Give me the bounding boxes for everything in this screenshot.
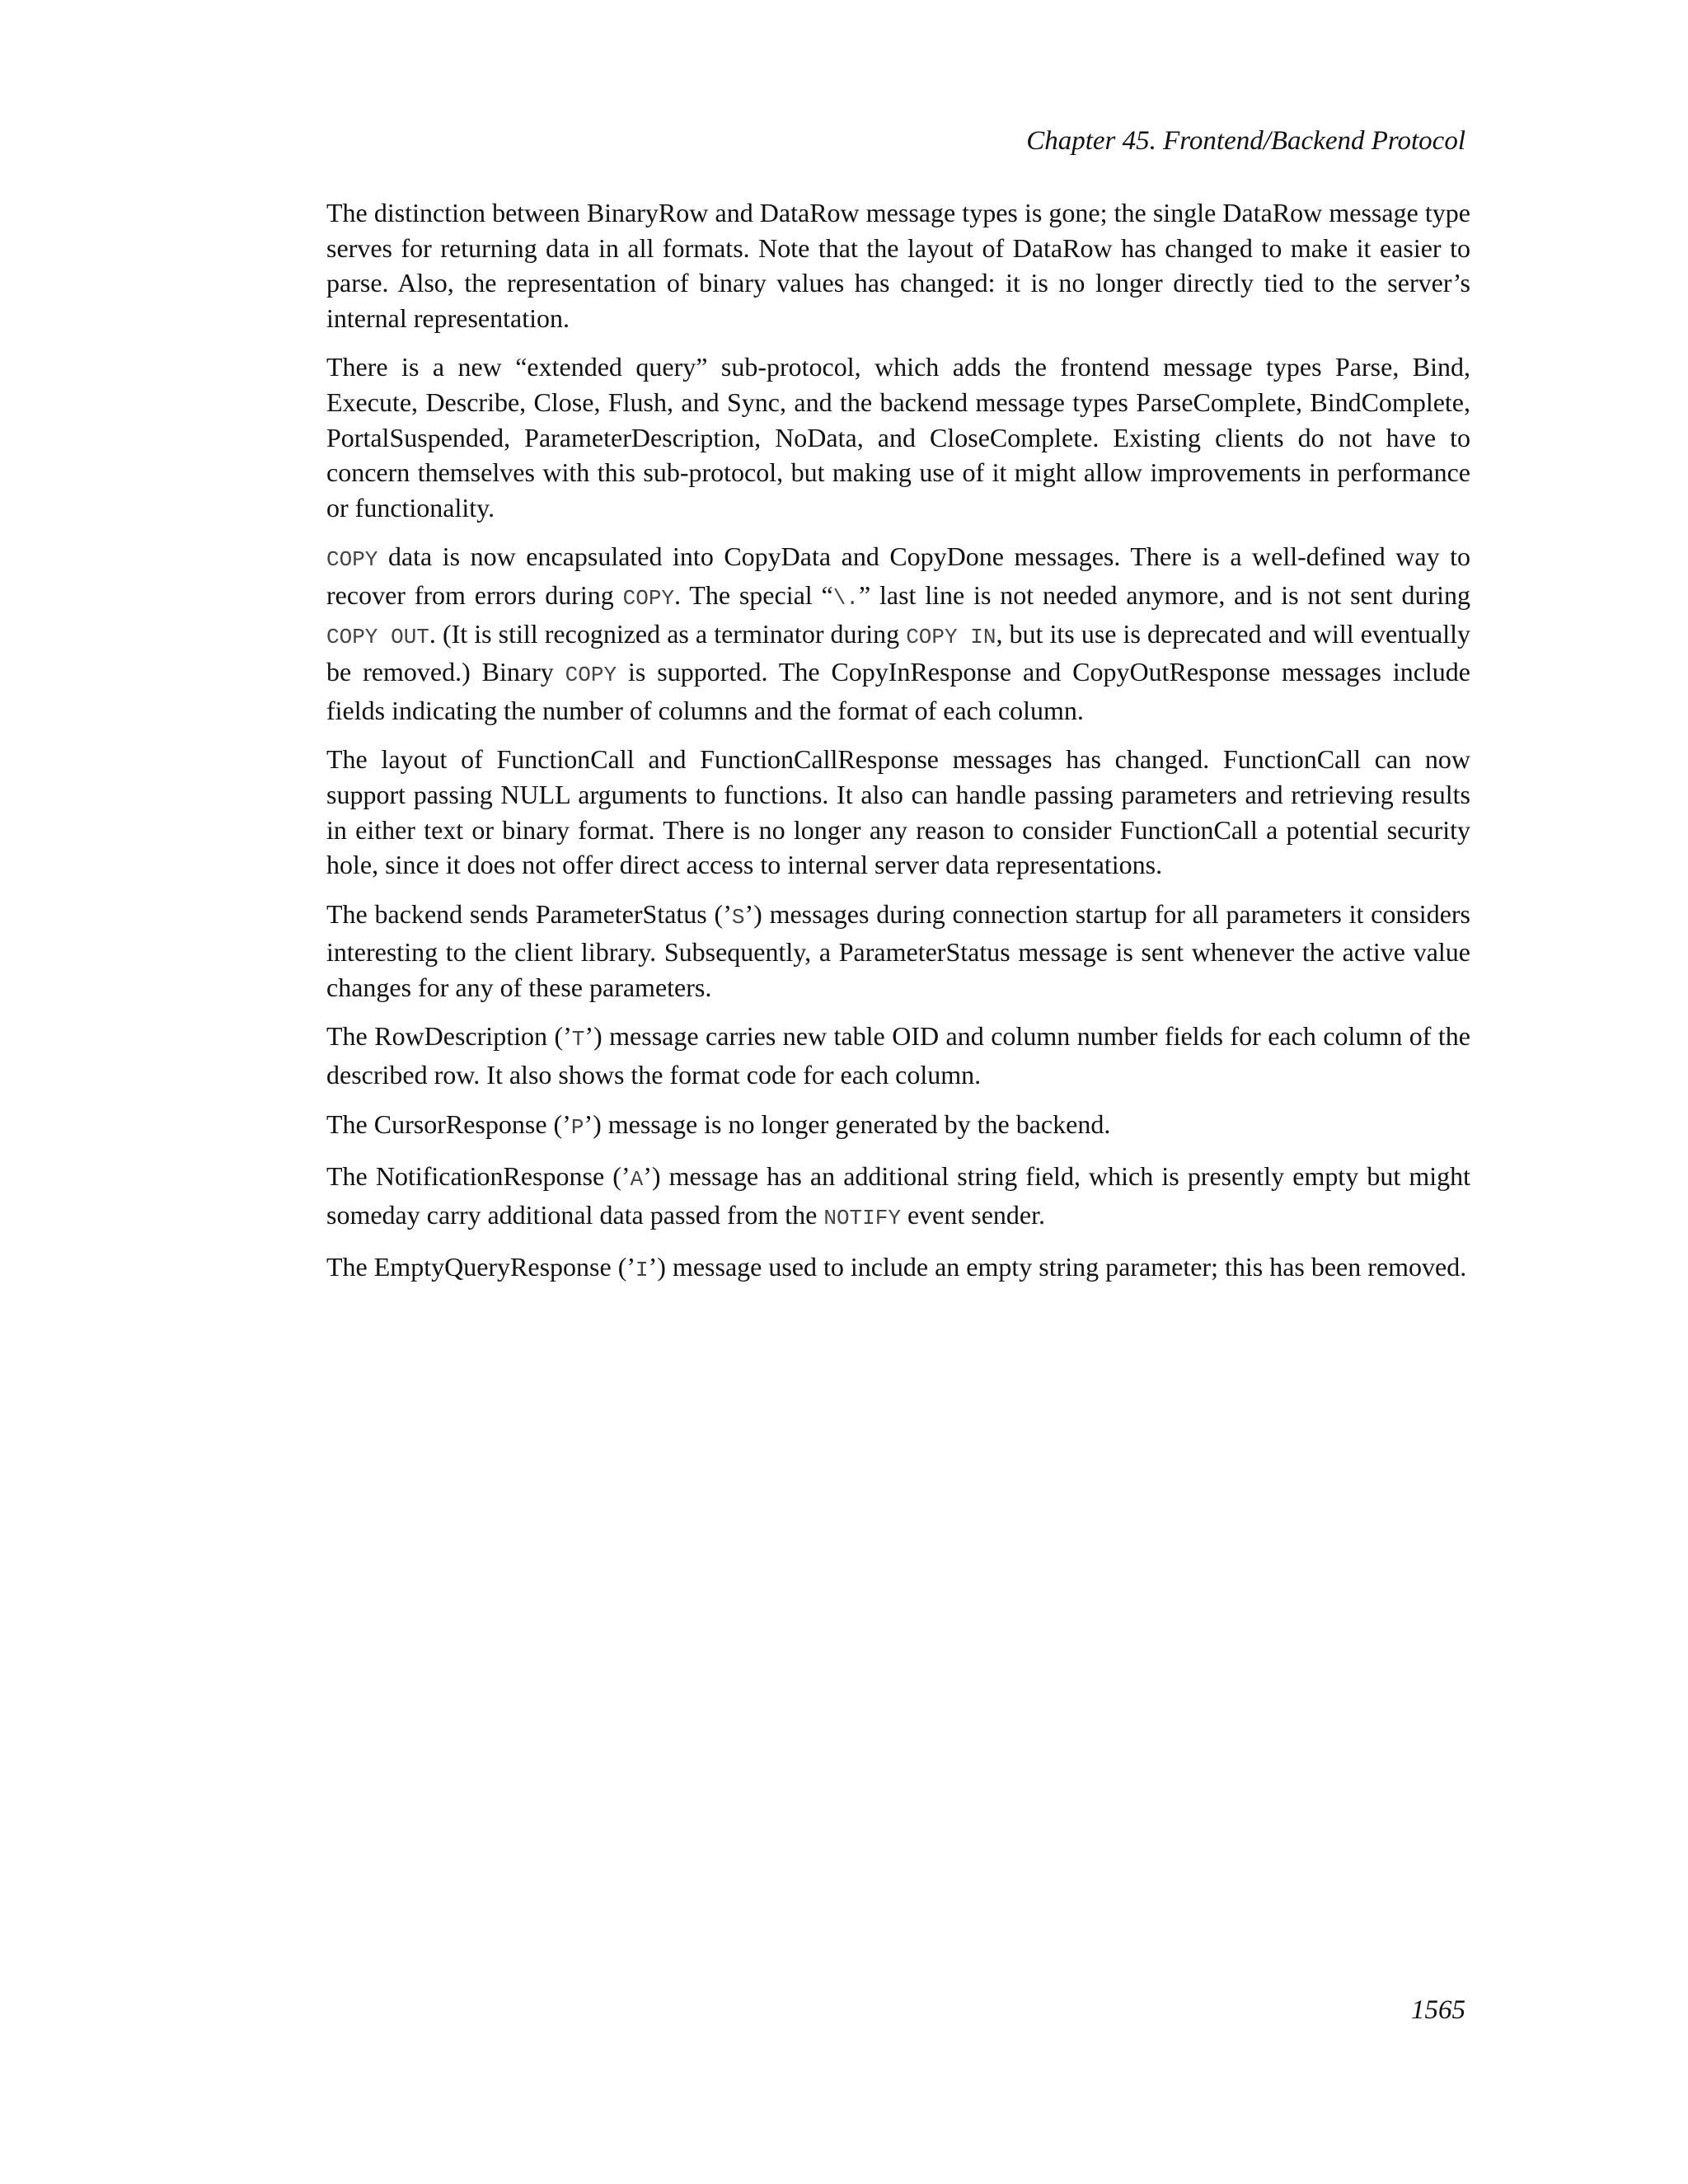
text-run: ” last line is not needed anymore, and is not sent during xyxy=(858,579,1471,610)
text-run: ’) message used to include an empty string parameter; this has been removed. xyxy=(648,1252,1467,1282)
code-literal: I xyxy=(635,1258,649,1283)
code-literal: COPY xyxy=(565,663,617,688)
paragraph-9 xyxy=(326,1249,1470,1288)
text-run: The backend sends ParameterStatus (’ xyxy=(326,898,732,929)
code-literal: \. xyxy=(832,585,859,611)
text-run: . (It is still recognized as a terminator during xyxy=(429,618,907,649)
text-run: The CursorResponse (’ xyxy=(326,1108,571,1139)
text-run: The distinction between BinaryRow and DataRow message types is gone; the single DataRow message type serves for returning data in all formats. Note that the layout of DataRow has changed to make it easier to parse. Also, the representation of binary values has changed: it is no longer directly tied to the server’s internal representation. xyxy=(326,198,1470,333)
text-run: The NotificationResponse (’ xyxy=(326,1161,631,1192)
text-run: The layout of FunctionCall and FunctionCallResponse messages has changed. FunctionCall can now support passing NULL arguments to functions. It also can handle passing parameters and retrieving results in either text or binary format. There is no longer any reason to consider FunctionCall a potential security hole, since it does not offer direct access to internal server data representations. xyxy=(326,744,1470,880)
code-literal: NOTIFY xyxy=(823,1205,901,1230)
code-literal: COPY IN xyxy=(906,624,996,649)
page-number: 1565 xyxy=(1411,1995,1465,2025)
text-run: . The special “ xyxy=(674,579,833,610)
paragraph-8 xyxy=(326,1159,1470,1235)
text-run: , but its use is deprecated and will eventually be removed.) Binary xyxy=(326,618,1471,687)
text-run: ’) message has an additional string field, which is presently empty but might someday carry additional data passed from the xyxy=(326,1161,1471,1230)
text-run: is supported. The CopyInResponse and CopyOutResponse messages include fields indicating the number of columns and the format of each column. xyxy=(326,657,1471,725)
paragraph-4 xyxy=(326,742,1470,882)
paragraph-1 xyxy=(326,195,1470,335)
paragraph-2 xyxy=(326,349,1470,525)
paragraph-7 xyxy=(326,1107,1470,1146)
paragraph-5 xyxy=(326,897,1470,1005)
paragraph-6 xyxy=(326,1019,1470,1092)
code-literal: T xyxy=(571,1027,585,1052)
text-run: ’) messages during connection startup for all parameters it considers interesting to the client library. Subsequently, a ParameterStatus message is sent whenever the active value changes for any of these parameters. xyxy=(326,898,1471,1002)
text-run: event sender. xyxy=(900,1199,1046,1230)
code-literal: A xyxy=(630,1167,644,1193)
code-literal: P xyxy=(570,1114,584,1140)
paragraph-3 xyxy=(326,539,1470,728)
text-run: The RowDescription (’ xyxy=(326,1021,572,1052)
running-header: Chapter 45. Frontend/Backend Protocol xyxy=(1026,126,1465,156)
code-literal: COPY xyxy=(622,585,675,611)
code-literal: COPY OUT xyxy=(326,624,429,649)
text-run: The EmptyQueryResponse (’ xyxy=(326,1252,636,1282)
text-run: ’) message is no longer generated by the backend. xyxy=(584,1108,1111,1139)
text-run: ’) message carries new table OID and column number fields for each column of the described row. It also shows the format code for each column. xyxy=(326,1021,1471,1090)
text-run: There is a new “extended query” sub-protocol, which adds the frontend message types Parse, Bind, Execute, Describe, Close, Flush, and Sync, and the backend message types ParseComplete, BindComplete, PortalSuspended, ParameterDescription, NoData, and CloseComplete. Existing clients do not have to concern themselves with this sub-protocol, but making use of it might allow improvements in performance or functionality. xyxy=(326,352,1470,523)
text-run: data is now encapsulated into CopyData and CopyDone messages. There is a well-defined way to recover from errors during xyxy=(326,541,1470,610)
page-body xyxy=(326,195,1470,1302)
code-literal: COPY xyxy=(326,547,378,573)
code-literal: S xyxy=(731,904,745,930)
